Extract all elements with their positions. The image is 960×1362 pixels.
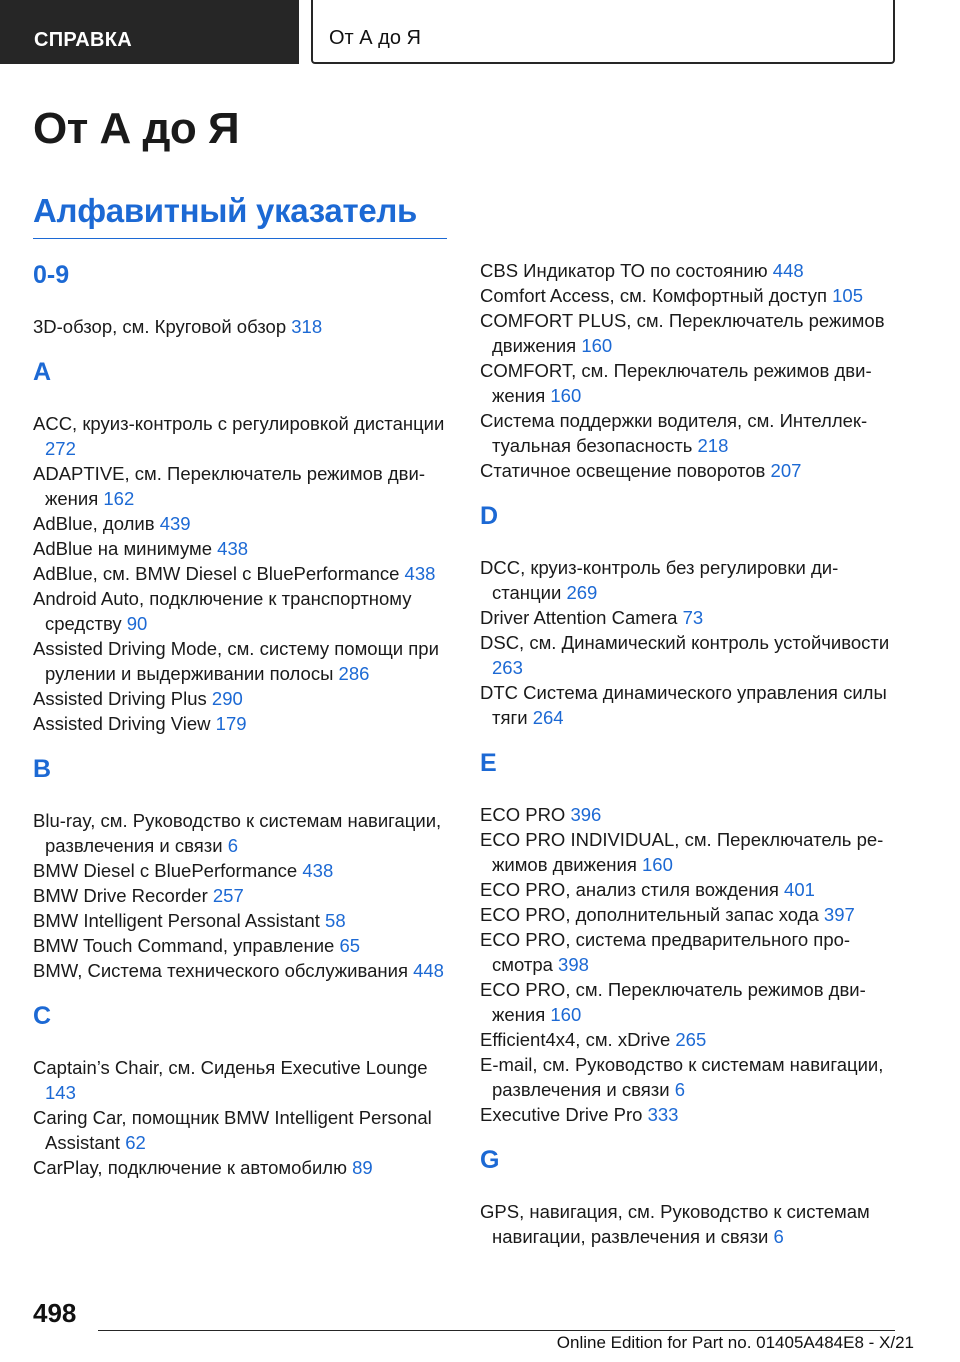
index-page-link[interactable]: 265: [675, 1029, 707, 1050]
index-entry: [33, 908, 447, 933]
index-entry: [33, 586, 447, 636]
index-entry-text: BMW Touch Command, управление: [33, 935, 335, 956]
index-entry: [33, 858, 447, 883]
index-page-link[interactable]: 160: [550, 1004, 582, 1025]
index-page-link[interactable]: 269: [566, 582, 598, 603]
index-page-link[interactable]: 160: [642, 854, 673, 875]
index-page-link[interactable]: 143: [45, 1082, 76, 1103]
index-page-link[interactable]: 263: [492, 657, 523, 678]
index-entry-text: Статичное освещение поворотов: [480, 460, 766, 481]
index-page-link[interactable]: 333: [647, 1104, 679, 1125]
index-page-link[interactable]: 438: [217, 538, 249, 559]
index-entry: [480, 358, 900, 408]
header-section-label: СПРАВКА: [34, 29, 133, 51]
index-entry: [33, 686, 447, 711]
index-entry: [33, 933, 447, 958]
index-page-link[interactable]: 207: [770, 460, 802, 481]
index-entry: [480, 1027, 900, 1052]
index-entry-text: BMW Drive Recorder: [33, 885, 208, 906]
index-entry-text: 3D-обзор, см. Круговой обзор: [33, 316, 287, 337]
index-entry-text: AdBlue, долив: [33, 513, 155, 534]
index-page-link[interactable]: 401: [784, 879, 815, 900]
index-entry-text: ECO PRO: [480, 804, 566, 825]
index-entry-text: Caring Car, помощник BMW Intelligent Personal Assistant: [33, 1107, 432, 1153]
index-page-link[interactable]: 396: [570, 804, 602, 825]
page-number: 498: [33, 1298, 77, 1328]
index-entry: [33, 314, 447, 339]
index-entry-text: CarPlay, подключение к автомобилю: [33, 1157, 347, 1178]
index-page-link[interactable]: 272: [45, 438, 76, 459]
section-letter: B: [33, 755, 52, 783]
index-entry-text: COMFORT PLUS, см. Переключатель режимов движения: [480, 310, 885, 356]
header-chapter-label: От А до Я: [329, 27, 421, 49]
index-entry: [33, 808, 447, 858]
index-entry-text: Executive Drive Pro: [480, 1104, 643, 1125]
index-entry-text: Blu-ray, см. Руководство к системам навигации, развлечения и связи: [33, 810, 442, 856]
index-entry-text: ECO PRO, дополнительный запас хода: [480, 904, 819, 925]
index-page-link[interactable]: 448: [772, 260, 804, 281]
index-entry: [33, 561, 447, 586]
index-entry-text: AdBlue, см. BMW Diesel с BluePerformance: [33, 563, 400, 584]
section-letter: D: [480, 502, 499, 530]
index-page-link[interactable]: 73: [682, 607, 704, 628]
index-page-link[interactable]: 89: [352, 1157, 373, 1178]
section-letter: E: [480, 749, 497, 777]
index-entry-text: E-mail, см. Руководство к системам навигации, развлечения и связи: [480, 1054, 884, 1100]
index-entry: [480, 977, 900, 1027]
index-page-link[interactable]: 90: [126, 613, 148, 634]
index-entry-text: ECO PRO, см. Переключатель режимов движения: [480, 979, 866, 1025]
index-entry: [33, 1155, 447, 1180]
index-entry-text: Driver Attention Camera: [480, 607, 678, 628]
title-divider: [33, 238, 447, 239]
index-entry: [480, 555, 900, 605]
index-page-link[interactable]: 438: [404, 563, 436, 584]
index-entry: [33, 461, 447, 511]
index-entry: [33, 1055, 447, 1105]
index-entry-text: ADAPTIVE, см. Переключатель режимов движения: [33, 463, 425, 509]
section-letter: G: [480, 1146, 500, 1174]
index-entry: [480, 802, 900, 827]
index-entry: [33, 636, 447, 686]
page-subtitle: Алфавитный указатель: [33, 192, 418, 229]
index-entry: [480, 927, 900, 977]
index-entry: [33, 711, 447, 736]
index-entry: [480, 827, 900, 877]
index-page-link[interactable]: 438: [302, 860, 334, 881]
index-entry: [480, 283, 900, 308]
index-entry: [480, 877, 900, 902]
index-page-link[interactable]: 397: [823, 904, 855, 925]
index-column-left: [33, 258, 447, 1180]
index-page-link[interactable]: 65: [339, 935, 361, 956]
index-entry: [480, 902, 900, 927]
index-entry: [33, 536, 447, 561]
index-page-link[interactable]: 6: [773, 1226, 784, 1247]
index-page-link[interactable]: 160: [550, 385, 582, 406]
index-entry-text: CBS Индикатор ТО по состоянию: [480, 260, 768, 281]
index-entry-text: Android Auto, подключение к транспортному средству: [33, 588, 412, 634]
section-letter: A: [33, 358, 52, 386]
index-page-link[interactable]: 6: [227, 835, 238, 856]
index-entry-text: COMFORT, см. Переключатель режимов движения: [480, 360, 872, 406]
index-entry: [33, 883, 447, 908]
index-page-link[interactable]: 257: [212, 885, 244, 906]
index-entry: [480, 408, 900, 458]
index-page-link[interactable]: 105: [832, 285, 863, 306]
index-entry: [33, 411, 447, 461]
footer-divider: [98, 1330, 895, 1331]
footer-edition: Online Edition for Part no. 01405A484E8 - X/21: [556, 1333, 914, 1352]
index-page-link[interactable]: 160: [581, 335, 613, 356]
index-column-right: [480, 258, 900, 1249]
index-entry-text: DCC, круиз-контроль без регулировки дистанции: [480, 557, 839, 603]
index-page-link[interactable]: 162: [103, 488, 135, 509]
index-entry-text: Captain’s Chair, см. Сиденья Executive Lounge: [33, 1057, 428, 1078]
index-entry: [480, 1102, 900, 1127]
index-page-link[interactable]: 398: [558, 954, 589, 975]
index-page-link[interactable]: 58: [325, 910, 346, 931]
index-entry: [480, 630, 900, 680]
index-entry-text: BMW, Система технического обслуживания: [33, 960, 408, 981]
index-entry-text: Efficient4x4, см. xDrive: [480, 1029, 671, 1050]
index-entry-text: BMW Diesel с BluePerformance: [33, 860, 298, 881]
index-entry: [480, 1052, 900, 1102]
index-entry: [33, 511, 447, 536]
index-entry-text: BMW Intelligent Personal Assistant: [33, 910, 320, 931]
index-entry-text: GPS, навигация, см. Руководство к системам навигации, развлечения и связи: [480, 1201, 870, 1247]
index-entry-text: ECO PRO INDIVIDUAL, см. Переключатель режимов движения: [480, 829, 884, 875]
index-page-link[interactable]: 286: [338, 663, 370, 684]
section-letter: C: [33, 1002, 52, 1030]
index-page-link[interactable]: 179: [215, 713, 247, 734]
header-chapter-tab[interactable]: [311, 0, 895, 64]
index-entry: [480, 258, 900, 283]
index-entry: [33, 958, 447, 983]
index-entry: [480, 458, 900, 483]
index-page-link[interactable]: 318: [291, 316, 323, 337]
index-page-link[interactable]: 439: [159, 513, 191, 534]
index-entry-text: Assisted Driving View: [33, 713, 211, 734]
page-title: От А до Я: [33, 104, 240, 153]
index-page-link[interactable]: 6: [674, 1079, 685, 1100]
index-page-link[interactable]: 448: [413, 960, 444, 981]
index-entry: [480, 1199, 900, 1249]
index-entry-text: AdBlue на минимуме: [33, 538, 213, 559]
index-entry-text: Comfort Access, см. Комфортный доступ: [480, 285, 827, 306]
index-page-link[interactable]: 290: [211, 688, 243, 709]
index-page-link[interactable]: 218: [697, 435, 729, 456]
index-entry: [480, 308, 900, 358]
index-entry-text: Система поддержки водителя, см. Интеллектуальная безопасность: [480, 410, 868, 456]
header-section-tab[interactable]: [0, 0, 299, 64]
index-entry-text: DTC Система динамического управления силы тяги: [480, 682, 887, 728]
index-entry: [480, 605, 900, 630]
index-entry-text: Assisted Driving Plus: [33, 688, 207, 709]
index-entry-text: Assisted Driving Mode, см. систему помощи при рулении и выдерживании полосы: [33, 638, 439, 684]
index-entry-text: DSC, см. Динамический контроль устойчивости: [480, 632, 890, 653]
index-entry-text: ECO PRO, анализ стиля вождения: [480, 879, 779, 900]
index-page-link[interactable]: 62: [125, 1132, 146, 1153]
index-entry-text: ECO PRO, система предварительного просмотра: [480, 929, 851, 975]
index-page-link[interactable]: 264: [532, 707, 564, 728]
index-entry-text: ACC, круиз-контроль с регулировкой дистанции: [33, 413, 445, 434]
index-entry: [33, 1105, 447, 1155]
index-entry: [480, 680, 900, 730]
section-letter: 0-9: [33, 261, 70, 289]
